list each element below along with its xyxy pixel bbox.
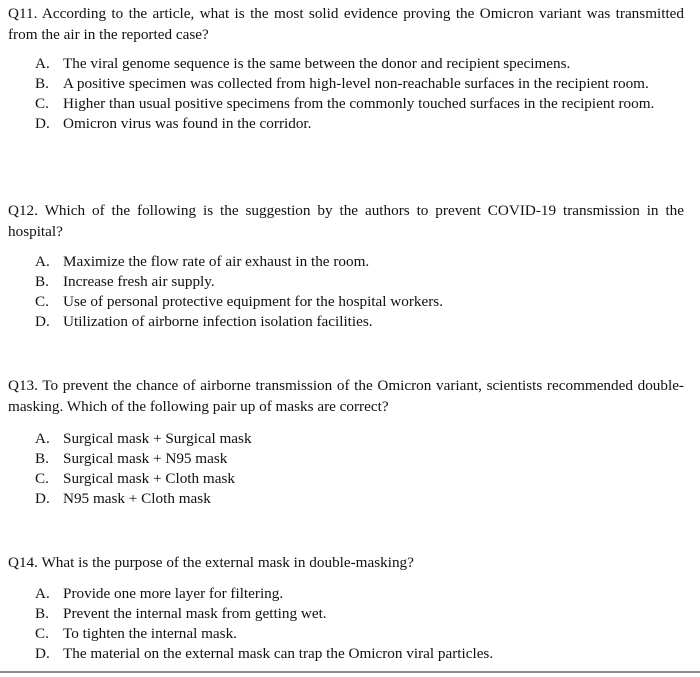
option-text: Surgical mask + Cloth mask	[63, 470, 235, 487]
option-a	[35, 54, 690, 74]
option-b	[35, 74, 690, 94]
option-letter: D.	[35, 645, 50, 662]
option-letter: A.	[35, 253, 50, 270]
question-text: Q13. To prevent the chance of airborne transmission of the Omicron variant, scientists recommended double-masking. Which of the following pair up of masks are correct?	[8, 377, 684, 415]
question-q13	[8, 375, 684, 509]
option-text: Prevent the internal mask from getting wet.	[63, 605, 327, 622]
option-text: The viral genome sequence is the same between the donor and recipient specimens.	[63, 55, 571, 72]
option-letter: A.	[35, 55, 50, 72]
option-letter: C.	[35, 293, 49, 310]
option-list	[35, 252, 684, 332]
option-c	[35, 469, 684, 489]
option-letter: C.	[35, 470, 49, 487]
option-b	[35, 604, 684, 624]
question-q14	[8, 552, 684, 664]
option-a	[35, 584, 684, 604]
question-q11	[8, 3, 684, 134]
option-text: Utilization of airborne infection isolation facilities.	[63, 313, 373, 330]
option-letter: C.	[35, 95, 49, 112]
option-letter: B.	[35, 605, 49, 622]
option-list	[35, 429, 684, 509]
option-d	[35, 312, 684, 332]
option-text: Omicron virus was found in the corridor.	[63, 115, 312, 132]
option-letter: D.	[35, 115, 50, 132]
option-letter: D.	[35, 313, 50, 330]
question-text: Q14. What is the purpose of the external mask in double-masking?	[8, 554, 414, 571]
option-text: Surgical mask + N95 mask	[63, 450, 228, 467]
option-letter: D.	[35, 490, 50, 507]
page-bottom-divider	[0, 671, 700, 673]
option-list	[35, 54, 690, 134]
option-b	[35, 449, 684, 469]
option-letter: B.	[35, 450, 49, 467]
option-text: N95 mask + Cloth mask	[63, 490, 211, 507]
option-text: To tighten the internal mask.	[63, 625, 237, 642]
option-letter: A.	[35, 430, 50, 447]
option-text: Increase fresh air supply.	[63, 273, 215, 290]
option-a	[35, 252, 684, 272]
option-text: The material on the external mask can trap the Omicron viral particles.	[63, 645, 494, 662]
option-text: Higher than usual positive specimens from the commonly touched surfaces in the recipient room.	[63, 95, 655, 112]
option-list	[35, 584, 684, 664]
option-c	[35, 292, 684, 312]
option-letter: B.	[35, 75, 49, 92]
option-letter: A.	[35, 585, 50, 602]
option-d	[35, 489, 684, 509]
option-text: Maximize the flow rate of air exhaust in the room.	[63, 253, 370, 270]
option-c	[35, 624, 684, 644]
option-text: Surgical mask + Surgical mask	[63, 430, 252, 447]
question-text: Q12. Which of the following is the suggestion by the authors to prevent COVID-19 transmission in the hospital?	[8, 202, 684, 240]
option-text: A positive specimen was collected from high-level non-reachable surfaces in the recipient room.	[63, 75, 649, 92]
option-letter: C.	[35, 625, 49, 642]
option-d	[35, 644, 684, 664]
question-q12	[8, 200, 684, 332]
question-text: Q11. According to the article, what is the most solid evidence proving the Omicron variant was transmitted from the air in the reported case?	[8, 5, 684, 43]
option-c	[35, 94, 690, 114]
option-b	[35, 272, 684, 292]
option-letter: B.	[35, 273, 49, 290]
option-text: Provide one more layer for filtering.	[63, 585, 284, 602]
option-a	[35, 429, 684, 449]
option-text: Use of personal protective equipment for the hospital workers.	[63, 293, 443, 310]
option-d	[35, 114, 690, 134]
